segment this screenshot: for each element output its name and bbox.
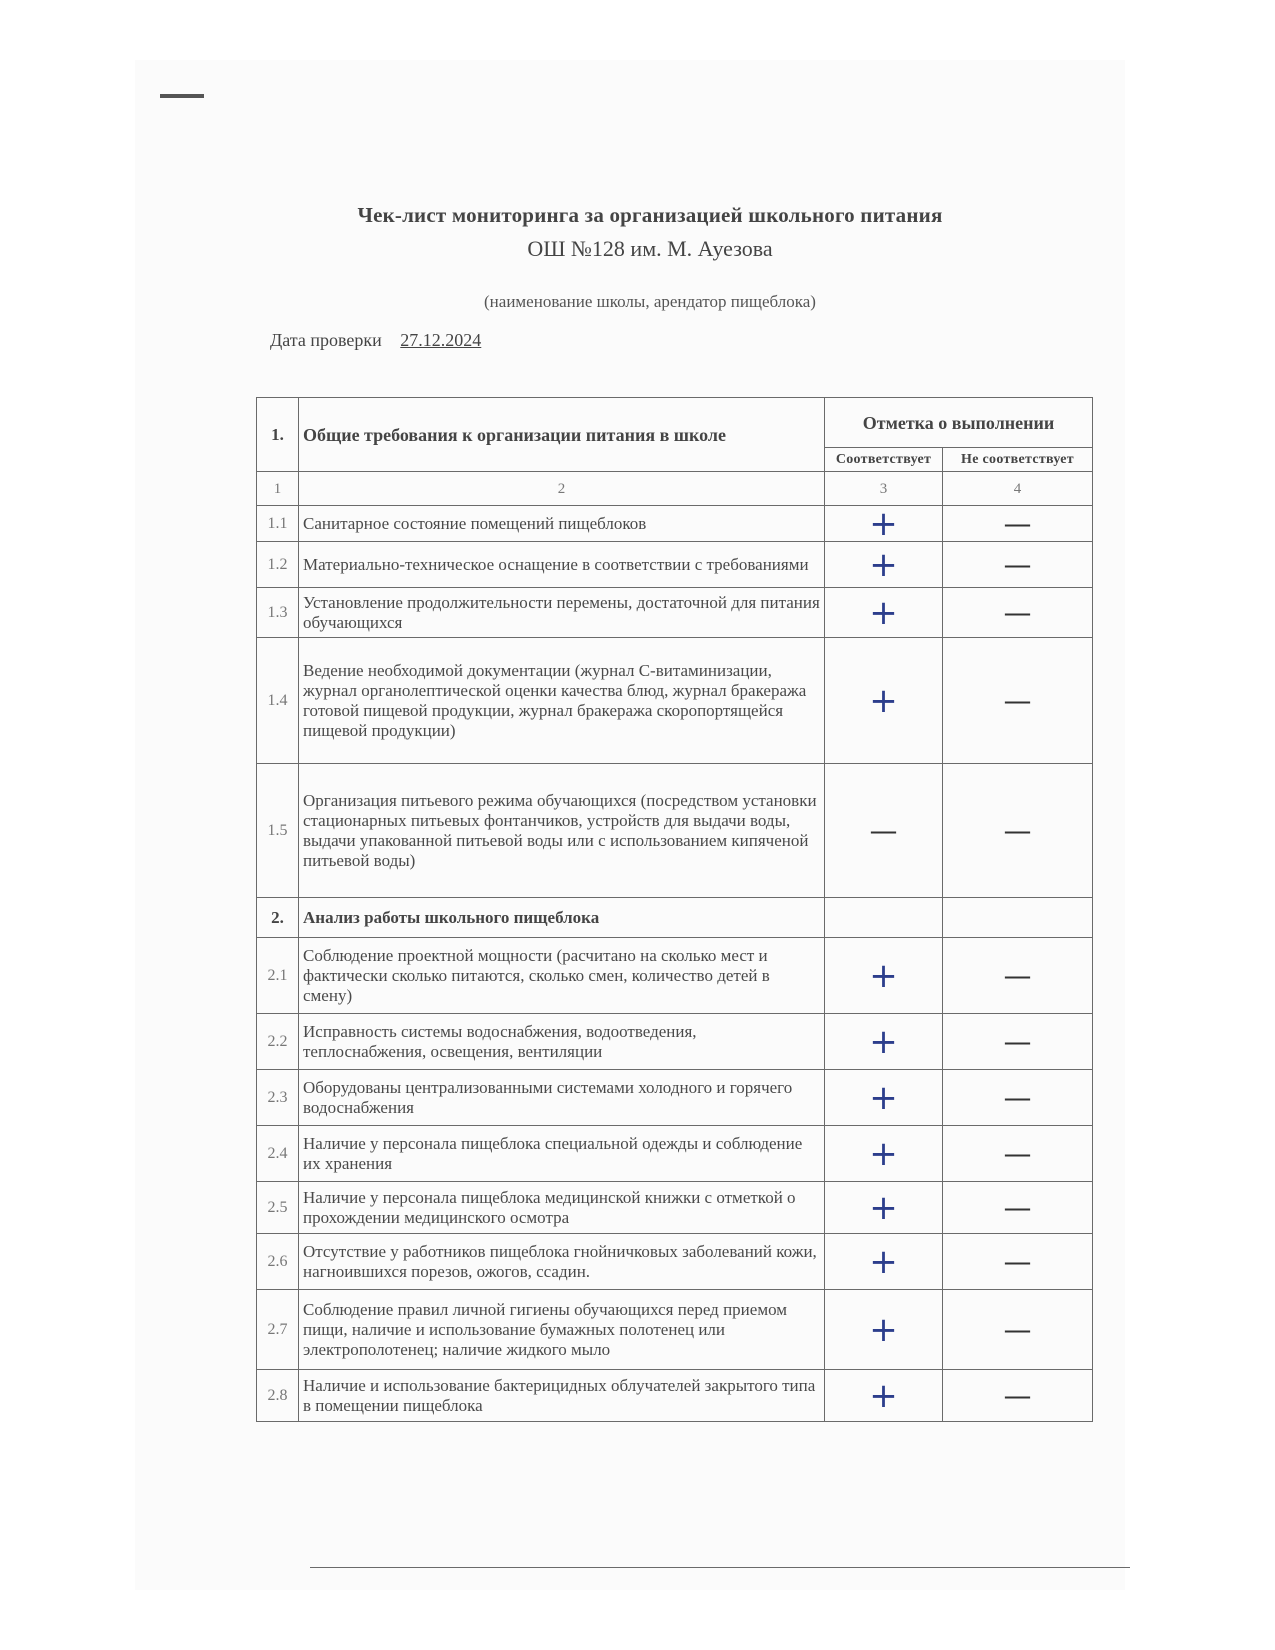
school-caption: (наименование школы, арендатор пищеблока) [484, 292, 816, 311]
row-number: 2.6 [257, 1234, 299, 1290]
table-row [257, 938, 1093, 1014]
inspection-date-row [270, 330, 481, 351]
not-complies-mark: — [943, 1370, 1093, 1422]
table-row [257, 1290, 1093, 1370]
complies-mark: + [825, 1182, 943, 1234]
table-row [257, 1126, 1093, 1182]
not-complies-mark: — [943, 1014, 1093, 1070]
table-row [257, 1014, 1093, 1070]
col-index-3: 3 [825, 472, 943, 506]
row-number: 2.7 [257, 1290, 299, 1370]
row-text: Ведение необходимой документации (журнал С-витаминизации, журнал органолептической оценки качества блюд, журнал бракеража готовой пищевой продукции, журнал бракеража скоропортящейся пищевой продукции) [299, 638, 825, 764]
col-index-1: 1 [257, 472, 299, 506]
complies-mark: + [825, 1070, 943, 1126]
row-text: Наличие у персонала пищеблока специальной одежды и соблюдение их хранения [299, 1126, 825, 1182]
row-number: 2.5 [257, 1182, 299, 1234]
row-number: 2.3 [257, 1070, 299, 1126]
mark-header: Отметка о выполнении [825, 398, 1093, 448]
not-complies-mark: — [943, 542, 1093, 588]
not-complies-mark: — [943, 588, 1093, 638]
row-text: Соблюдение проектной мощности (расчитано на сколько мест и фактически сколько питаются, сколько смен, количество детей в смену) [299, 938, 825, 1014]
row-number: 2.8 [257, 1370, 299, 1422]
section-1-number: 1. [257, 398, 299, 472]
table-row [257, 506, 1093, 542]
table-row [257, 1070, 1093, 1126]
row-text: Установление продолжительности перемены, достаточной для питания обучающихся [299, 588, 825, 638]
col-complies-header: Соответствует [825, 448, 943, 472]
school-name: ОШ №128 им. М. Ауезова [527, 236, 773, 261]
row-text: Наличие и использование бактерицидных облучателей закрытого типа в помещении пищеблока [299, 1370, 825, 1422]
table-row [257, 764, 1093, 898]
row-number: 2.4 [257, 1126, 299, 1182]
row-text: Исправность системы водоснабжения, водоотведения, теплоснабжения, освещения, вентиляции [299, 1014, 825, 1070]
row-number: 2.2 [257, 1014, 299, 1070]
section-1-title: Общие требования к организации питания в школе [299, 398, 825, 472]
row-text: Организация питьевого режима обучающихся (посредством установки стационарных питьевых фонтанчиков, устройств для выдачи воды, выдачи упакованной питьевой воды или с использованием кипяченой питьевой воды) [299, 764, 825, 898]
row-text: Соблюдение правил личной гигиены обучающихся перед приемом пищи, наличие и использование бумажных полотенец или электрополотенец; наличие жидкого мыло [299, 1290, 825, 1370]
scan-corner-mark [160, 94, 204, 98]
not-complies-mark: — [943, 938, 1093, 1014]
complies-mark: — [825, 764, 943, 898]
complies-mark: + [825, 1290, 943, 1370]
row-text: Оборудованы централизованными системами холодного и горячего водоснабжения [299, 1070, 825, 1126]
row-number: 2.1 [257, 938, 299, 1014]
complies-mark: + [825, 638, 943, 764]
row-number: 1.2 [257, 542, 299, 588]
not-complies-mark: — [943, 1126, 1093, 1182]
complies-mark: + [825, 1014, 943, 1070]
row-text: Наличие у персонала пищеблока медицинской книжки с отметкой о прохождении медицинского осмотра [299, 1182, 825, 1234]
col-not-complies-header: Не соответствует [943, 448, 1093, 472]
section-2-title: Анализ работы школьного пищеблока [299, 898, 825, 938]
table-row [257, 1370, 1093, 1422]
complies-mark: + [825, 542, 943, 588]
not-complies-mark: — [943, 1182, 1093, 1234]
col-index-4: 4 [943, 472, 1093, 506]
column-index-row [257, 472, 1093, 506]
table-row [257, 542, 1093, 588]
row-number: 1.5 [257, 764, 299, 898]
page-title: Чек-лист мониторинга за организацией школьного питания [357, 203, 943, 227]
table-row [257, 1234, 1093, 1290]
date-value: 27.12.2024 [400, 330, 482, 350]
col-index-2: 2 [299, 472, 825, 506]
complies-mark: + [825, 1234, 943, 1290]
empty-cell [825, 898, 943, 938]
row-number: 1.1 [257, 506, 299, 542]
row-text: Санитарное состояние помещений пищеблоков [299, 506, 825, 542]
complies-mark: + [825, 1126, 943, 1182]
date-label: Дата проверки [270, 330, 382, 350]
table-row [257, 588, 1093, 638]
section-2-row [257, 898, 1093, 938]
not-complies-mark: — [943, 506, 1093, 542]
not-complies-mark: — [943, 638, 1093, 764]
section-2-number: 2. [257, 898, 299, 938]
not-complies-mark: — [943, 1070, 1093, 1126]
complies-mark: + [825, 1370, 943, 1422]
table-header-row [257, 398, 1093, 448]
complies-mark: + [825, 938, 943, 1014]
row-number: 1.4 [257, 638, 299, 764]
table-row [257, 638, 1093, 764]
not-complies-mark: — [943, 1290, 1093, 1370]
row-number: 1.3 [257, 588, 299, 638]
scan-bottom-line [310, 1567, 1130, 1568]
table-row [257, 1182, 1093, 1234]
row-text: Отсутствие у работников пищеблока гнойничковых заболеваний кожи, нагноившихся порезов, ожогов, ссадин. [299, 1234, 825, 1290]
not-complies-mark: — [943, 1234, 1093, 1290]
not-complies-mark: — [943, 764, 1093, 898]
checklist-table [256, 397, 1093, 1422]
complies-mark: + [825, 506, 943, 542]
complies-mark: + [825, 588, 943, 638]
row-text: Материально-техническое оснащение в соответствии с требованиями [299, 542, 825, 588]
empty-cell [943, 898, 1093, 938]
